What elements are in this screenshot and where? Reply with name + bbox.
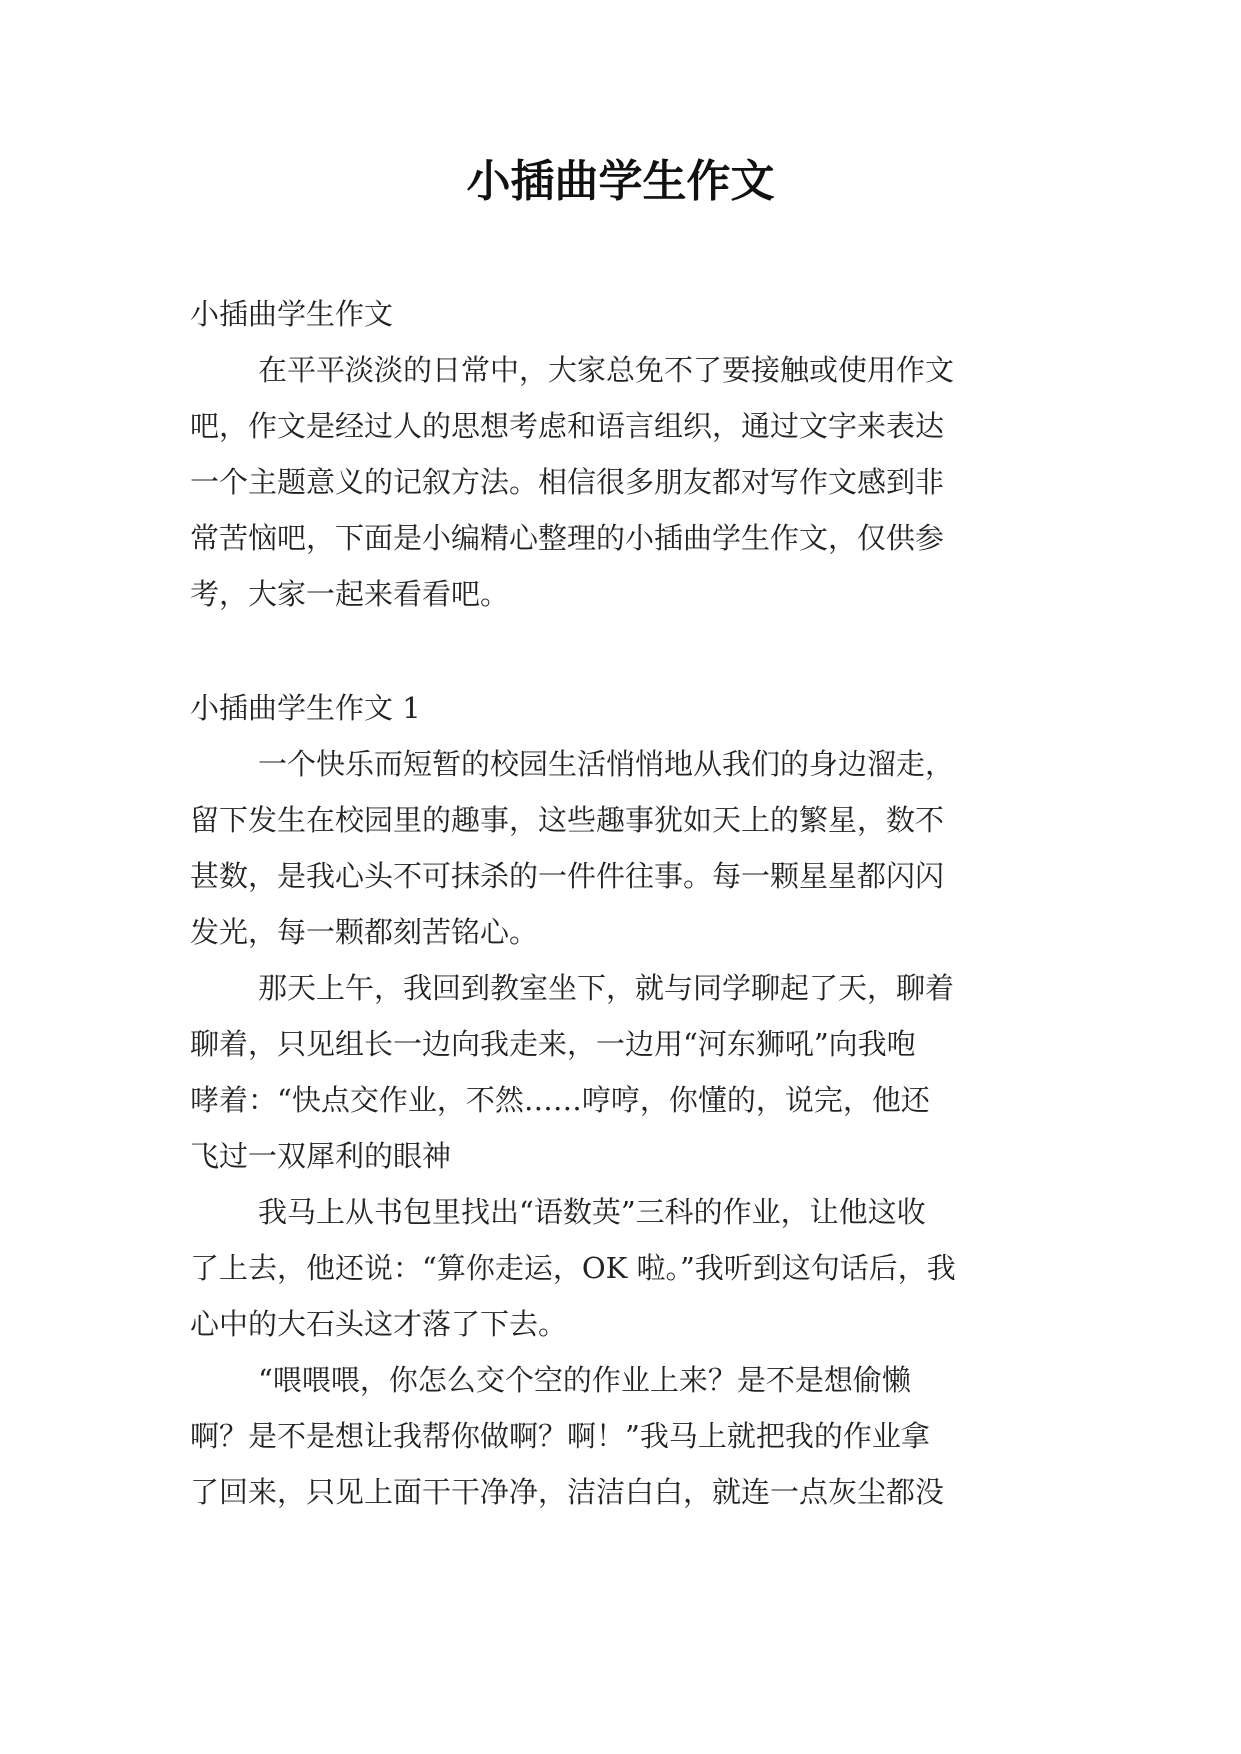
paragraph4-line: 了回来，只见上面干干净净，洁洁白白，就连一点灰尘都没 bbox=[190, 1475, 945, 1509]
paragraph1-line: 发光，每一颗都刻苦铭心。 bbox=[190, 915, 539, 949]
paragraph4-line: “喂喂喂，你怎么交个空的作业上来？是不是想偷懒 bbox=[258, 1363, 911, 1397]
paragraph1-line: 留下发生在校园里的趣事，这些趣事犹如天上的繁星，数不 bbox=[190, 803, 945, 837]
paragraph3-line: 心中的大石头这才落了下去。 bbox=[190, 1307, 568, 1341]
paragraph1-line: 一个快乐而短暂的校园生活悄悄地从我们的身边溜走， bbox=[258, 747, 955, 781]
intro-heading: 小插曲学生作文 bbox=[190, 297, 394, 331]
document-title: 小插曲学生作文 bbox=[466, 156, 775, 207]
paragraph4-line: 啊？是不是想让我帮你做啊？啊！”我马上就把我的作业拿 bbox=[190, 1419, 930, 1453]
paragraph2-line: 聊着，只见组长一边向我走来，一边用“河东狮吼”向我咆 bbox=[190, 1027, 916, 1061]
intro-line: 在平平淡淡的日常中，大家总免不了要接触或使用作文 bbox=[258, 353, 955, 387]
paragraph3-line: 我马上从书包里找出“语数英”三科的作业，让他这收 bbox=[258, 1195, 926, 1229]
paragraph2-line: 哮着：“快点交作业，不然……哼哼，你懂的，说完，他还 bbox=[190, 1083, 930, 1117]
intro-line: 吧，作文是经过人的思想考虑和语言组织，通过文字来表达 bbox=[190, 409, 945, 443]
intro-line: 常苦恼吧，下面是小编精心整理的小插曲学生作文，仅供参 bbox=[190, 521, 945, 555]
section-spacer bbox=[190, 622, 1052, 680]
intro-line: 一个主题意义的记叙方法。相信很多朋友都对写作文感到非 bbox=[190, 465, 945, 499]
paragraph2-line: 那天上午，我回到教室坐下，就与同学聊起了天，聊着 bbox=[258, 971, 955, 1005]
paragraph2-line: 飞过一双犀利的眼神 bbox=[190, 1139, 452, 1173]
essay1-heading: 小插曲学生作文 1 bbox=[190, 691, 421, 725]
document-body bbox=[190, 286, 1052, 1520]
paragraph1-line: 甚数，是我心头不可抹杀的一件件往事。每一颗星星都闪闪 bbox=[190, 859, 945, 893]
paragraph3-line: 了上去，他还说：“算你走运，OK 啦。”我听到这句话后，我 bbox=[190, 1251, 956, 1285]
intro-line: 考，大家一起来看看吧。 bbox=[190, 577, 510, 611]
